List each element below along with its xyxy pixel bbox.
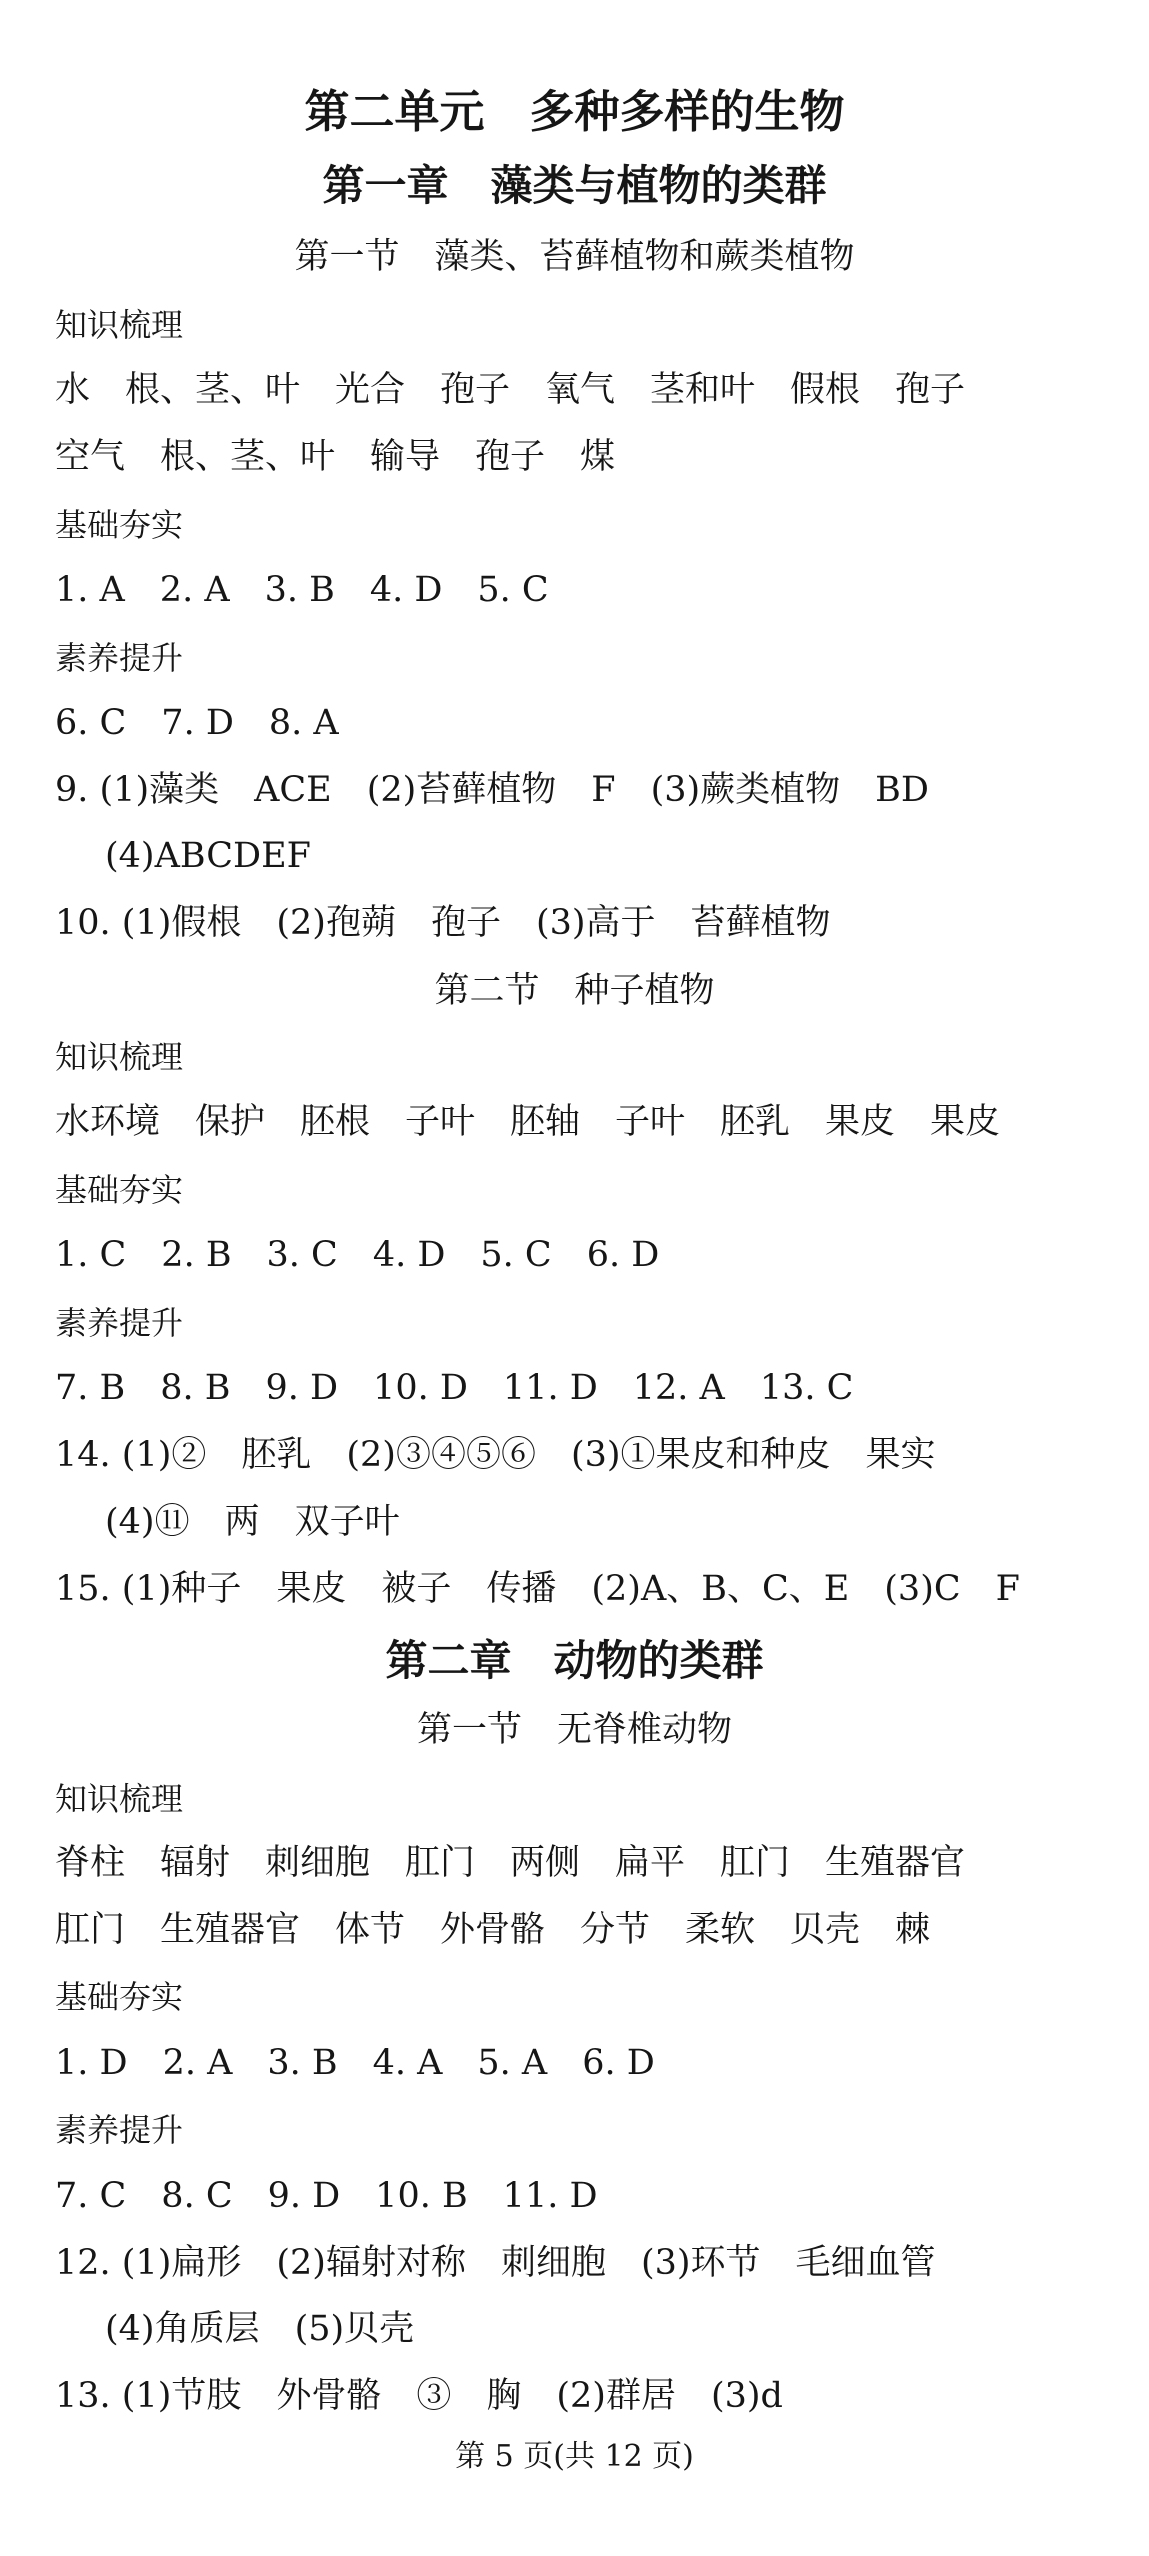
answer-line: (4)角质层 (5)贝壳	[105, 2309, 415, 2349]
answer-line: 14. (1)② 胚乳 (2)③④⑤⑥ (3)①果皮和种皮 果实	[55, 1435, 936, 1475]
knowledge-heading: 知识梳理	[55, 1780, 184, 1818]
answer-line: 6. C 7. D 8. A	[55, 703, 339, 743]
chapter-title: 第二章 动物的类群	[385, 1636, 764, 1685]
knowledge-heading: 知识梳理	[55, 1038, 184, 1076]
answer-line: 1. C 2. B 3. C 4. D 5. C 6. D	[55, 1235, 660, 1275]
chapter-title: 第一章 藻类与植物的类群	[322, 161, 827, 210]
improve-heading: 素养提升	[55, 2111, 184, 2149]
basic-heading: 基础夯实	[55, 1171, 184, 1209]
answer-line: 1. A 2. A 3. B 4. D 5. C	[55, 570, 549, 610]
answer-line: 1. D 2. A 3. B 4. A 5. A 6. D	[55, 2043, 655, 2083]
knowledge-line: 肛门 生殖器官 体节 外骨骼 分节 柔软 贝壳 棘	[55, 1910, 931, 1950]
page-number: 第 5 页(共 12 页)	[455, 2439, 694, 2474]
answer-line: 7. C 8. C 9. D 10. B 11. D	[55, 2176, 598, 2216]
answer-line: (4)⑪ 两 双子叶	[105, 1502, 400, 1542]
unit-title: 第二单元 多种多样的生物	[304, 85, 845, 138]
answer-line: 12. (1)扁形 (2)辐射对称 刺细胞 (3)环节 毛细血管	[55, 2243, 936, 2283]
knowledge-line: 脊柱 辐射 刺细胞 肛门 两侧 扁平 肛门 生殖器官	[55, 1843, 966, 1883]
knowledge-line: 水 根、茎、叶 光合 孢子 氧气 茎和叶 假根 孢子	[55, 370, 966, 410]
section-title: 第一节 无脊椎动物	[416, 1710, 732, 1750]
knowledge-line: 空气 根、茎、叶 输导 孢子 煤	[55, 437, 616, 477]
basic-heading: 基础夯实	[55, 506, 184, 544]
section-title: 第二节 种子植物	[434, 971, 715, 1011]
answer-line: 9. (1)藻类 ACE (2)苔藓植物 F (3)蕨类植物 BD	[55, 770, 929, 810]
improve-heading: 素养提升	[55, 1304, 184, 1342]
knowledge-line: 水环境 保护 胚根 子叶 胚轴 子叶 胚乳 果皮 果皮	[55, 1102, 1001, 1142]
answer-line: 10. (1)假根 (2)孢蒴 孢子 (3)高于 苔藓植物	[55, 903, 831, 943]
answer-line: 7. B 8. B 9. D 10. D 11. D 12. A 13. C	[55, 1368, 854, 1408]
basic-heading: 基础夯实	[55, 1978, 184, 2016]
improve-heading: 素养提升	[55, 639, 184, 677]
answer-line: (4)ABCDEF	[105, 836, 311, 876]
knowledge-heading: 知识梳理	[55, 306, 184, 344]
section-title: 第一节 藻类、苔藓植物和蕨类植物	[294, 237, 855, 277]
answer-line: 13. (1)节肢 外骨骼 ③ 胸 (2)群居 (3)d	[55, 2376, 783, 2416]
answer-line: 15. (1)种子 果皮 被子 传播 (2)A、B、C、E (3)C F	[55, 1569, 1020, 1609]
